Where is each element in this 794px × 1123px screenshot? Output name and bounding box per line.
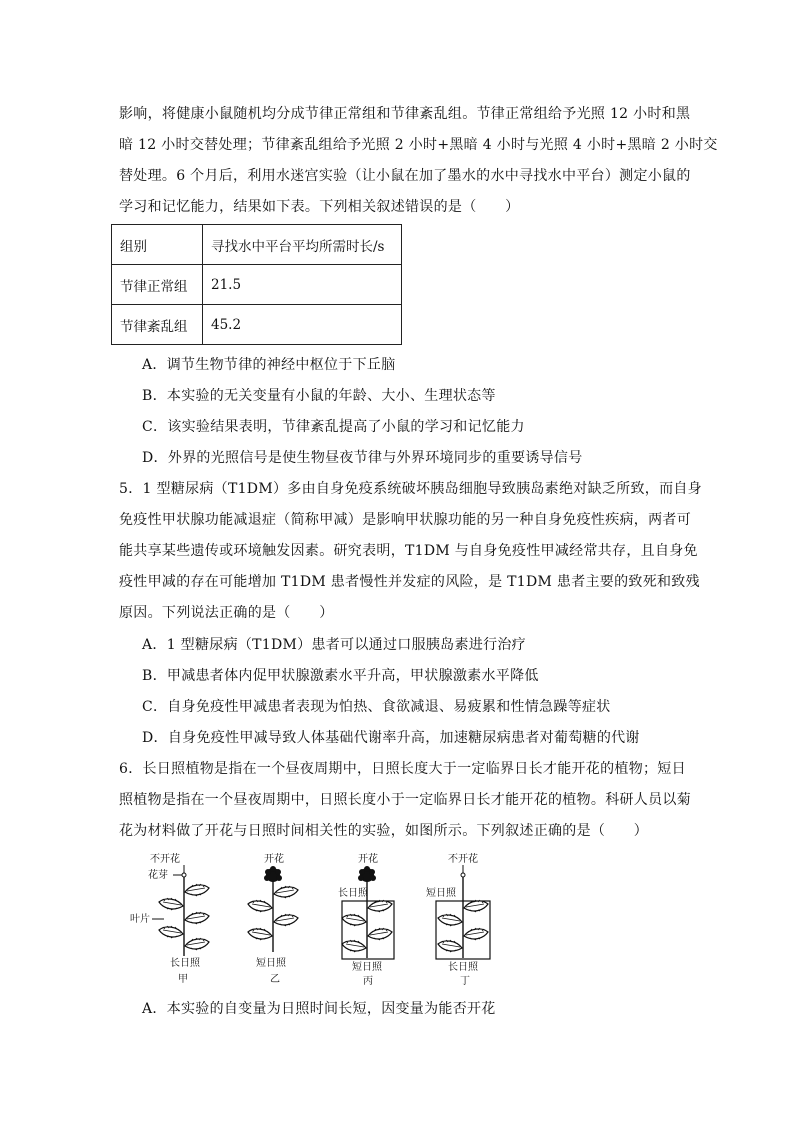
q6-stem-line: 照植物是指在一个昼夜周期中，日照长度小于一定临界日长才能开花的植物。科研人员以菊 [119, 792, 691, 808]
yi-top-label: 开花 [264, 854, 284, 865]
table-row [112, 265, 402, 305]
table-row [112, 305, 402, 345]
q5-option-a: A．1 型糖尿病（T1DM）患者可以通过口服胰岛素进行治疗 [142, 637, 526, 653]
q5-stem-line: 能共享某些遗传或环境触发因素。研究表明，T1DM 与自身免疫性甲减经常共存，且自身免 [119, 543, 698, 559]
table-header-cell: 寻找水中平台平均所需时长/s [203, 225, 402, 265]
table-cell: 45.2 [203, 305, 402, 345]
results-table [111, 224, 402, 345]
q5-stem-line: 免疫性甲状腺功能减退症（简称甲减）是影响甲状腺功能的另一种自身免疫性疾病，两者可 [119, 512, 691, 528]
plant-jia [130, 852, 209, 985]
q5-option-b: B．甲减患者体内促甲状腺激素水平升高，甲状腺激素水平降低 [142, 668, 539, 684]
intro-line: 学习和记忆能力，结果如下表。下列相关叙述错误的是（ ） [119, 199, 520, 215]
table-header-row [112, 225, 402, 265]
q5-stem-line: 疫性甲减的存在可能增加 T1DM 患者慢性并发症的风险，是 T1DM 患者主要的致死和致残 [119, 574, 700, 590]
q4-option-b: B．本实验的无关变量有小鼠的年龄、大小、生理状态等 [142, 388, 496, 404]
q4-option-d: D．外界的光照信号是使生物昼夜节律与外界环境同步的重要诱导信号 [142, 450, 583, 466]
bing-box-bottom-label: 短日照 [352, 962, 382, 973]
ding-top-label: 不开花 [448, 854, 478, 865]
ding-box-bottom-label: 长日照 [448, 962, 478, 973]
bing-name: 丙 [363, 976, 373, 987]
yi-bottom-label: 短日照 [256, 958, 286, 969]
plant-ding [426, 852, 490, 987]
bud-label: 花芽 [148, 870, 168, 881]
jia-top-label: 不开花 [150, 854, 180, 865]
q6-option-a: A．本实验的自变量为日照时间长短，因变量为能否开花 [142, 1001, 496, 1017]
plant-yi [248, 852, 298, 985]
q4-option-a: A．调节生物节律的神经中枢位于下丘脑 [142, 357, 396, 373]
bing-box-top-label: 长日照 [338, 888, 368, 899]
plant-bing [338, 852, 394, 987]
q5-option-d: D．自身免疫性甲减导致人体基础代谢率升高，加速糖尿病患者对葡萄糖的代谢 [142, 730, 640, 746]
table-cell: 21.5 [203, 265, 402, 305]
q4-option-c: C．该实验结果表明，节律紊乱提高了小鼠的学习和记忆能力 [142, 419, 525, 435]
intro-line: 影响，将健康小鼠随机均分成节律正常组和节律紊乱组。节律正常组给予光照 12 小时和黑 [119, 106, 691, 122]
table-header-cell: 组别 [112, 225, 203, 265]
ding-name: 丁 [460, 976, 470, 987]
q5-stem-line: 原因。下列说法正确的是（ ） [119, 605, 334, 621]
intro-line: 替处理。6 个月后，利用水迷宫实验（让小鼠在加了墨水的水中寻找水中平台）测定小鼠的 [119, 168, 691, 184]
q5-option-c: C．自身免疫性甲减患者表现为怕热、食欲减退、易疲累和性情急躁等症状 [142, 699, 611, 715]
yi-name: 乙 [270, 974, 280, 985]
bing-top-label: 开花 [358, 854, 378, 865]
leaf-label: 叶片 [130, 914, 150, 925]
q6-stem-line: 6．长日照植物是指在一个昼夜周期中，日照长度大于一定临界日长才能开花的植物；短日 [119, 761, 686, 777]
jia-bottom-label: 长日照 [170, 958, 200, 969]
chrysanthemum-figure [130, 848, 510, 988]
intro-line: 暗 12 小时交替处理；节律紊乱组给予光照 2 小时+黑暗 4 小时与光照 4 小时+黑暗 2 小时交 [119, 137, 718, 153]
ding-box-top-label: 短日照 [426, 888, 456, 899]
q6-stem-line: 花为材料做了开花与日照时间相关性的实验，如图所示。下列叙述正确的是（ ） [119, 823, 649, 839]
table-cell: 节律正常组 [112, 265, 203, 305]
jia-name: 甲 [178, 974, 188, 985]
table-cell: 节律紊乱组 [112, 305, 203, 345]
q5-stem-line: 5．1 型糖尿病（T1DM）多由自身免疫系统破坏胰岛细胞导致胰岛素绝对缺乏所致，而自身 [119, 481, 702, 497]
